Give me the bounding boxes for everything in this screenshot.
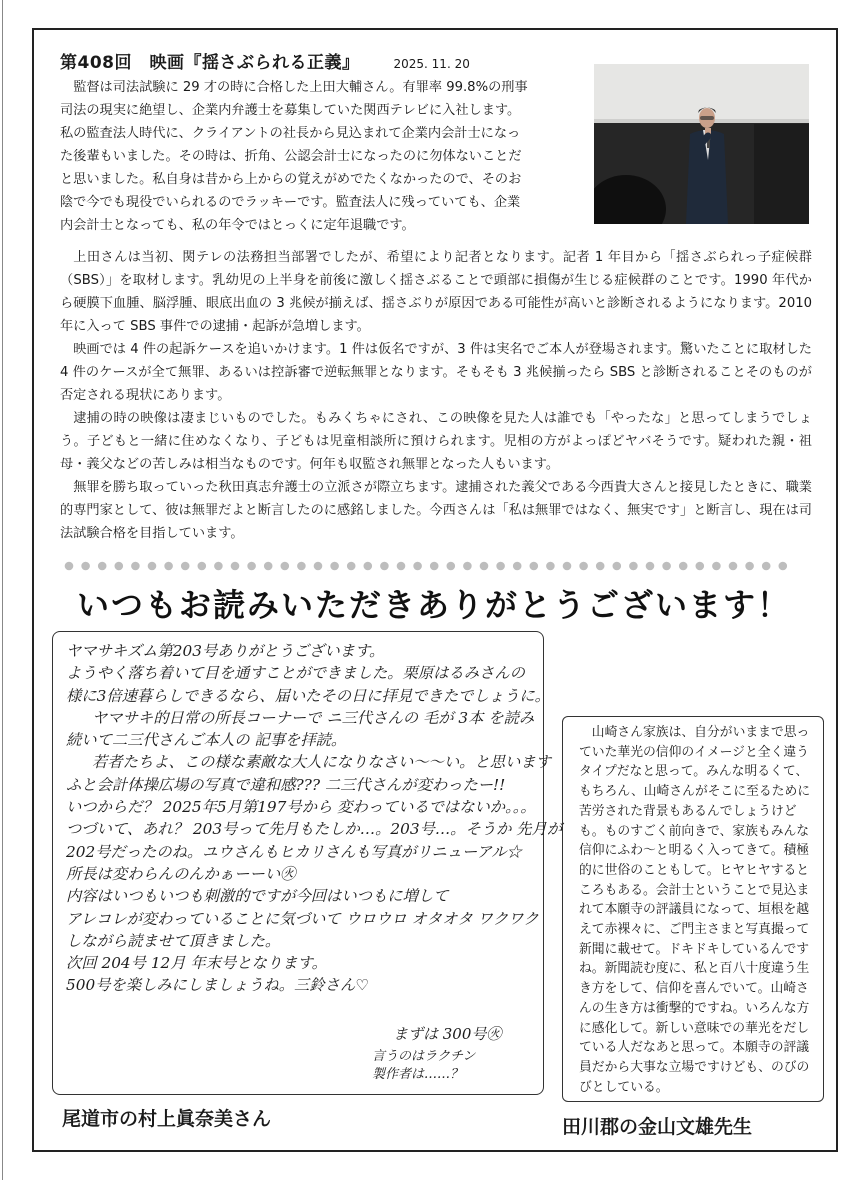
letter-signature-left: 尾道市の村上眞奈美さん xyxy=(62,1108,272,1130)
letter-line: ふと会計体操広場の写真で違和感??? 二三代さんが変わったー!! xyxy=(66,775,506,794)
letter-signature-right: 田川郡の金山文雄先生 xyxy=(562,1116,753,1138)
handwritten-letter-text xyxy=(66,640,563,997)
letter-line: ようやく落ち着いて目を通すことができました。栗原はるみさんの xyxy=(66,664,525,683)
divider-dot xyxy=(98,562,107,571)
divider-dot xyxy=(745,562,754,571)
divider-dot xyxy=(314,562,323,571)
lead-line: 陰で今でも現役でいられるのでラッキーです。監査法人に残っていても、企業 xyxy=(60,195,521,210)
divider-dot xyxy=(264,562,273,571)
article-paragraph: 無罪を勝ち取っていった秋田真志弁護士の立派さが際立ちます。逮捕された義父である今西貴大さんと接見したときに、職業的専門家として、彼は無罪だよと断言したのに感銘しました。今西さんは「私は無罪ではなく、無実です」と断言し、現在は司法試験合格を目指しています。 xyxy=(60,480,812,541)
letter-side-note-line: 製作者は……？ xyxy=(372,1067,464,1082)
divider-dot xyxy=(447,562,456,571)
letter-line: 様に3倍速暮らしできるなら、届いたその日に拝見できたでしょうに。 xyxy=(66,686,550,705)
divider-dot xyxy=(496,562,505,571)
column-title: 第408回 映画『揺さぶられる正義』 xyxy=(60,53,360,73)
divider-dot xyxy=(297,562,306,571)
divider-dot xyxy=(164,562,173,571)
divider-dot xyxy=(364,562,373,571)
divider-dot xyxy=(530,562,539,571)
divider-dot xyxy=(779,562,788,571)
divider-dot xyxy=(131,562,140,571)
article-paragraph: 逮捕の時の映像は凄まじいものでした。もみくちゃにされ、この映像を見た人は誰でも「やったな」と思ってしまうでしょう。子どもと一緒に住めなくなり、子どもは児童相談所に預けられます。児相の方がよっぽどヤバそうです。疑われた親・祖母・義父などの苦しみは相当なものです。何年も収監され無罪となった人もいます。 xyxy=(60,411,812,472)
divider-dot xyxy=(579,562,588,571)
lead-line: 司法の現実に絶望し、企業内弁護士を募集していた関西テレビに入社します。 xyxy=(60,103,521,118)
letter-line: 続いて二三代さんご本人の 記事を拝読。 xyxy=(66,731,347,750)
lead-line: と思いました。私自身は昔から上からの覚えがめでたくなかったので、そのお xyxy=(60,172,522,187)
letter-line: 内容はいつもいつも刺激的ですが今回はいつもに増して xyxy=(66,887,449,906)
divider-dot xyxy=(696,562,705,571)
article-paragraph: 映画では 4 件の起訴ケースを追いかけます。1 件は仮名ですが、3 件は実名でご本人が登場されます。驚いたことに取材した 4 件のケースが全て無罪、あるいは控訴審で逆転無罪となります。そもそも 3 兆候揃ったら SBS と診断されることそのものが否定される現状にあります。 xyxy=(60,342,812,403)
letter-line: 202号だったのね。ユウさんもヒカリさんも写真がリニューアル☆ xyxy=(66,842,522,861)
divider-dot xyxy=(281,562,290,571)
divider-dot xyxy=(596,562,605,571)
divider-dot xyxy=(115,562,124,571)
divider-dot xyxy=(546,562,555,571)
thanks-heading: いつもお読みいただきありがとうございます！ xyxy=(76,586,791,624)
letter-side-note-2 xyxy=(372,1048,475,1084)
divider-dot xyxy=(81,562,90,571)
divider-dot xyxy=(397,562,406,571)
letter-line: ヤマサキ的日常の所長コーナーで ニ三代さんの 毛が 3本 を読み xyxy=(92,708,535,727)
divider-dot xyxy=(65,562,74,571)
typed-letter-box xyxy=(562,716,824,1102)
divider-dot xyxy=(646,562,655,571)
divider-dot xyxy=(662,562,671,571)
divider-dot xyxy=(613,562,622,571)
divider-dot xyxy=(347,562,356,571)
article-body xyxy=(60,246,812,545)
divider-dot xyxy=(247,562,256,571)
divider-dot xyxy=(181,562,190,571)
divider-dot xyxy=(148,562,157,571)
divider-dot xyxy=(413,562,422,571)
lead-line: 内会計士となっても、私の年令ではとっくに定年退職です。 xyxy=(60,218,415,233)
article-lead xyxy=(60,76,564,237)
letter-line: 若者たちよ、この様な素敵な大人になりなさい〜〜い。と思います xyxy=(92,753,551,772)
divider-dot xyxy=(480,562,489,571)
article-paragraph: 上田さんは当初、関テレの法務担当部署でしたが、希望により記者となります。記者 1 年目から「揺さぶられっ子症候群（SBS）」を取材します。乳幼児の上半身を前後に激しく揺さぶることで頭部に損傷が生じる症候群のことです。1990 年代から硬膜下血腫、脳浮腫、眼底出血の 3 兆候が揃えば、揺さぶりが原因である可能性が高いと診断されるようになります。2010 年に入って SBS 事件での逮捕・起訴が急増します。 xyxy=(60,250,812,334)
divider-dot xyxy=(679,562,688,571)
column-date: 2025. 11. 20 xyxy=(393,57,470,71)
letter-line: つづいて、あれ？ 203号って先月もたしか…。203号…。そうか 先月が xyxy=(66,820,563,839)
lead-line: た後輩もいました。その時は、折角、公認会計士になったのに勿体ないことだ xyxy=(60,149,522,164)
photo-speaker-at-screening xyxy=(594,64,809,224)
letter-line: いつからだ？ 2025年5月第197号から 変わっているではないか。。。 xyxy=(66,798,536,817)
divider-dot xyxy=(762,562,771,571)
letter-line: しながら読ませて頂きました。 xyxy=(66,931,281,950)
divider-dot xyxy=(380,562,389,571)
divider-dot xyxy=(231,562,240,571)
letter-line: ヤマサキズム第203号ありがとうございます。 xyxy=(66,642,385,660)
letter-line: アレコレが変わっていることに気づいて ウロウロ オタオタ ワクワク xyxy=(66,909,539,928)
dotted-divider xyxy=(64,560,804,572)
letter-side-note: まずは 300号㊋ xyxy=(393,1025,502,1043)
letter-line: 500号を楽しみにしましょうね。三鈴さん♡ xyxy=(66,976,369,995)
divider-dot xyxy=(463,562,472,571)
letter-side-note-line: 言うのはラクチン xyxy=(372,1049,476,1064)
divider-dot xyxy=(712,562,721,571)
letter-line: 次回 204号 12月 年末号となります。 xyxy=(66,954,327,973)
divider-dot xyxy=(198,562,207,571)
divider-dot xyxy=(214,562,223,571)
letter-line: 所長は変わらんのんかぁーーい㊋ xyxy=(66,864,296,883)
divider-dot xyxy=(563,562,572,571)
divider-dot xyxy=(629,562,638,571)
column-header xyxy=(60,48,470,72)
lead-line: 監督は司法試験に 29 才の時に合格した上田大輔さん。有罪率 99.8%の刑事 xyxy=(73,80,528,95)
typed-letter-text: 山崎さん家族は、自分がいままで思っていた華光の信仰のイメージと全く違うタイプだなと思って。みんな明るくて、もちろん、山崎さんがそこに至るために苦労された背景もあるんでしょうけども。ものすごく前向きで、家族もみんな信仰にふわ〜と明るく入ってきて。積極的に世俗のこともして。ヒヤヒヤするところもある。会計士ということで見込まれて本願寺の評議員になって、垣根を越えて赤裸々に、ご門主さまと写真撮って新聞に載せて。ドキドキしているんですね。新聞読む度に、私と百八十度違う生き方をして、信仰を喜んでいて。山崎さんの生き方は衝撃的ですね。いろんな方に感化して。新しい意味での華光をだしている人だなあと思って。本願寺の評議員だから大事な立場ですけども、のびのびとしている。 xyxy=(579,725,811,1095)
divider-dot xyxy=(430,562,439,571)
divider-dot xyxy=(729,562,738,571)
divider-dot xyxy=(330,562,339,571)
divider-dot xyxy=(513,562,522,571)
lead-line: 私の監査法人時代に、クライアントの社長から見込まれて企業内会計士になっ xyxy=(60,126,521,141)
